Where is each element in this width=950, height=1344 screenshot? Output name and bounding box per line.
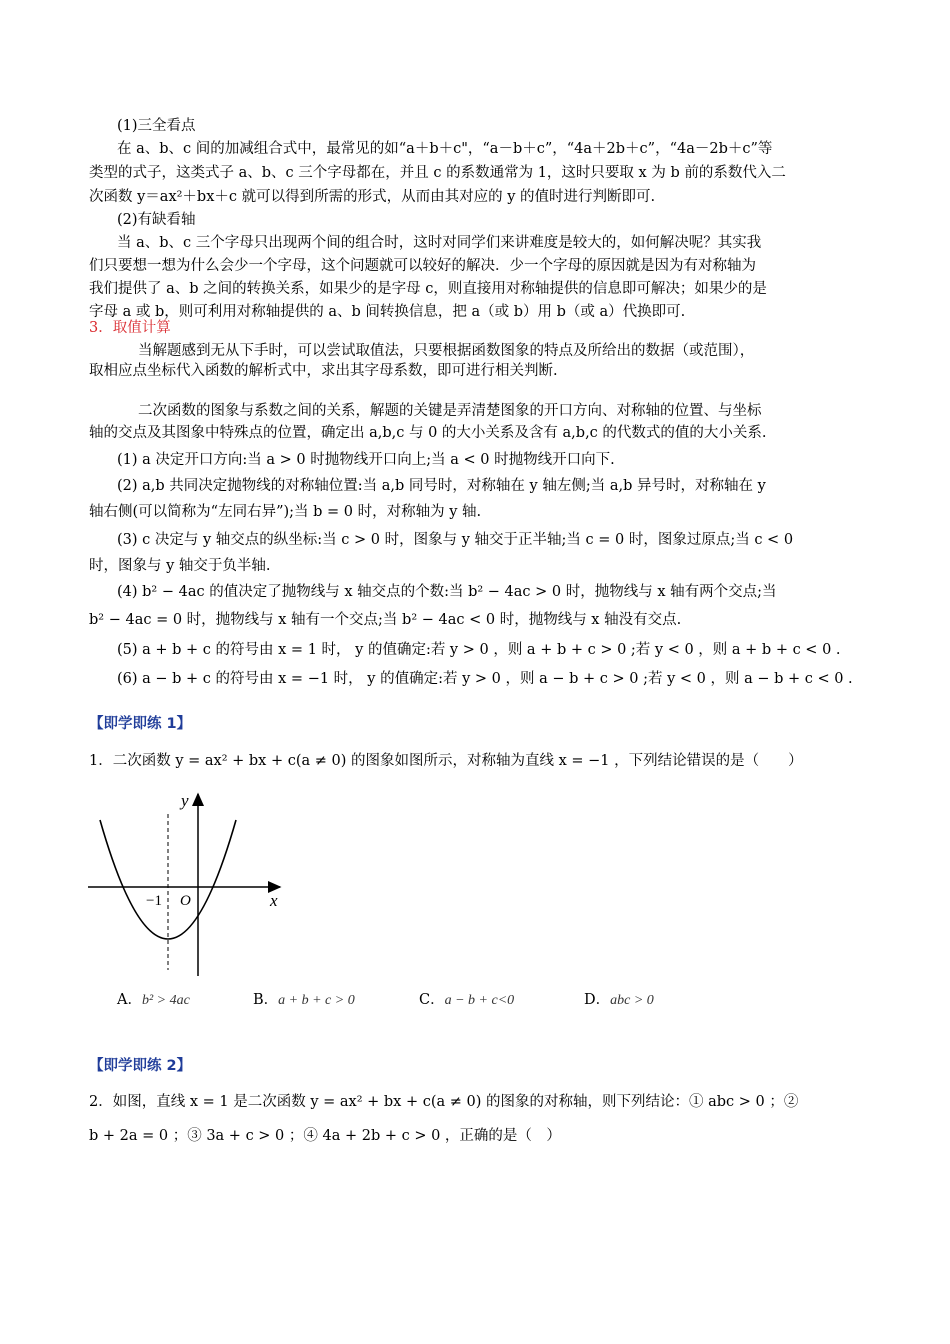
relation-intro-2: 轴的交点及其图象中特殊点的位置，确定出 a,b,c 与 0 的大小关系及含有 a,b,c 的代数式的值的大小关系. [89, 425, 767, 441]
option-c-letter: C． [419, 992, 445, 1008]
relation-point-4a: (4) b² − 4ac 的值决定了抛物线与 x 轴交点的个数:当 b² − 4ac > 0 时，抛物线与 x 轴有两个交点;当 [117, 584, 777, 600]
section2-line-4: 字母 a 或 b，则可利用对称轴提供的 a、b 间转换信息，把 a（或 b）用 b（或 a）代换即可. [89, 304, 686, 320]
practice2-title: 【即学即练 2】 [89, 1058, 192, 1074]
option-a-text: b² > 4ac [141, 993, 190, 1008]
relation-point-3a: (3) c 决定与 y 轴交点的纵坐标:当 c > 0 时，图象与 y 轴交于正半轴;当 c = 0 时，图象过原点;当 c < 0 [117, 532, 794, 548]
option-c-text: a − b + c<0 [444, 993, 515, 1008]
y-axis-label: y [181, 791, 189, 810]
option-d-letter: D． [584, 992, 611, 1008]
section3-line-2: 取相应点坐标代入函数的解析式中，求出其字母系数，即可进行相关判断. [89, 363, 558, 379]
option-d-text: abc > 0 [610, 993, 654, 1008]
section1-line-2: 类型的式子，这类式子 a、b、c 三个字母都在，并且 c 的系数通常为 1，这时只要取 x 为 b 前的系数代入二 [89, 165, 786, 181]
option-d[interactable] [584, 990, 654, 1011]
origin-label: O [180, 893, 191, 909]
relation-point-5: (5) a + b + c 的符号由 x = 1 时， y 的值确定:若 y > 0 ，则 a + b + c > 0 ;若 y < 0 ，则 a + b + c < 0 . [117, 642, 841, 658]
section3-line-1: 当解题感到无从下手时，可以尝试取值法，只要根据函数图象的特点及所给出的数据（或范围）， [138, 343, 755, 359]
relation-point-6: (6) a − b + c 的符号由 x = −1 时， y 的值确定:若 y > 0 ，则 a − b + c > 0 ;若 y < 0 ，则 a − b + c < 0 . [117, 671, 853, 687]
section3-heading: 3．取值计算 [89, 320, 171, 336]
tick-label-minus-one: −1 [146, 893, 162, 909]
option-b[interactable] [253, 990, 355, 1011]
option-b-text: a + b + c > 0 [278, 993, 355, 1008]
practice2-question-line-2: b + 2a = 0 ；③ 3a + c > 0 ；④ 4a + 2b + c > 0 ，正确的是（ ） [89, 1128, 561, 1144]
parabola-graph [84, 788, 294, 980]
practice2-question-line-1: 2．如图，直线 x = 1 是二次函数 y = ax² + bx + c(a ≠ 0) 的图象的对称轴，则下列结论：① abc > 0 ；② [89, 1094, 799, 1110]
relation-point-2a: (2) a,b 共同决定抛物线的对称轴位置:当 a,b 同号时，对称轴在 y 轴左侧;当 a,b 异号时，对称轴在 y [117, 478, 766, 494]
x-axis-label: x [270, 891, 278, 910]
section2-heading: (2)有缺看轴 [117, 212, 196, 228]
option-a[interactable] [117, 990, 190, 1011]
option-b-letter: B． [253, 992, 279, 1008]
option-a-letter: A． [117, 992, 142, 1008]
section1-heading: (1)三全看点 [117, 118, 196, 134]
section1-line-1: 在 a、b、c 间的加减组合式中，最常见的如“a＋b＋c"，“a－b＋c”，“4a＋2b＋c”，“4a－2b＋c”等 [117, 141, 773, 157]
relation-point-2b: 轴右侧(可以简称为“左同右异”);当 b = 0 时，对称轴为 y 轴. [89, 504, 482, 520]
option-c[interactable] [419, 990, 514, 1011]
section2-line-2: 们只要想一想为什么会少一个字母，这个问题就可以较好的解决．少一个字母的原因就是因为有对称轴为 [89, 258, 756, 274]
section2-line-1: 当 a、b、c 三个字母只出现两个间的组合时，这时对同学们来讲难度是较大的，如何解决呢？其实我 [117, 235, 762, 251]
relation-point-3b: 时，图象与 y 轴交于负半轴. [89, 558, 271, 574]
relation-intro-1: 二次函数的图象与系数之间的关系，解题的关键是弄清楚图象的开口方向、对称轴的位置、与坐标 [138, 403, 762, 419]
practice1-question: 1．二次函数 y = ax² + bx + c(a ≠ 0) 的图象如图所示，对称轴为直线 x = −1 ，下列结论错误的是（ ） [89, 753, 803, 769]
relation-point-1: (1) a 决定开口方向:当 a > 0 时抛物线开口向上;当 a < 0 时抛物线开口向下. [117, 452, 615, 468]
practice1-title: 【即学即练 1】 [89, 716, 192, 732]
section2-line-3: 我们提供了 a、b 之间的转换关系，如果少的是字母 c，则直接用对称轴提供的信息即可解决；如果少的是 [89, 281, 767, 297]
relation-point-4b: b² − 4ac = 0 时，抛物线与 x 轴有一个交点;当 b² − 4ac < 0 时，抛物线与 x 轴没有交点. [89, 612, 682, 628]
section1-line-3: 次函数 y＝ax²＋bx＋c 就可以得到所需的形式，从而由其对应的 y 的值时进行判断即可. [89, 189, 656, 205]
